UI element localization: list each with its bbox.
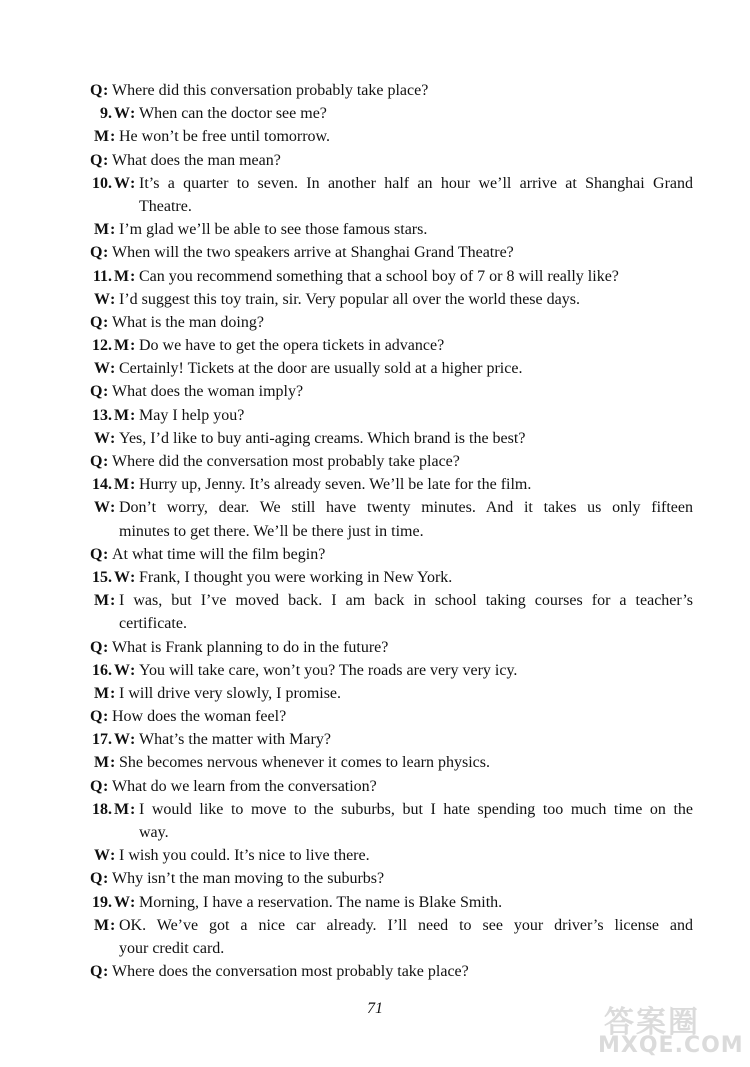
speaker-label: Q — [90, 708, 103, 726]
dialogue-line — [0, 798, 750, 821]
dialogue-line — [0, 450, 750, 473]
speaker-colon: : — [103, 545, 109, 563]
dialogue-line — [0, 775, 750, 798]
dialogue-text: What does the man mean? — [112, 151, 281, 169]
dialogue-line — [0, 311, 750, 334]
dialogue-text: OK. We’ve got a nice car already. I’ll need to see your driver’s license and — [119, 916, 693, 934]
speaker-colon: : — [130, 337, 136, 355]
dialogue-text: What do we learn from the conversation? — [112, 777, 377, 795]
speaker-label: W — [94, 290, 110, 308]
speaker-colon: : — [110, 847, 116, 865]
speaker-colon: : — [110, 128, 116, 146]
speaker-label: M — [94, 684, 110, 702]
dialogue-text: Morning, I have a reservation. The name is Blake Smith. — [139, 893, 503, 911]
watermark-text-top: 答案圈 — [604, 1005, 700, 1040]
dialogue-text: certificate. — [119, 615, 187, 633]
dialogue-text: May I help you? — [139, 406, 245, 424]
speaker-label: W — [94, 360, 110, 378]
speaker-label: W — [114, 174, 130, 192]
speaker-label: W — [94, 429, 110, 447]
speaker-label: Q — [90, 453, 103, 470]
dialogue-text: I will drive very slowly, I promise. — [119, 684, 342, 702]
dialogue-text: I was, but I’ve moved back. I am back in school taking courses for a teacher’s — [119, 592, 693, 610]
speaker-colon: : — [103, 313, 109, 331]
dialogue-line — [0, 659, 750, 682]
dialogue-line — [0, 566, 750, 589]
speaker-label: Q — [90, 82, 103, 99]
dialogue-text: Yes, I’d like to buy anti-aging creams. Which brand is the best? — [119, 429, 526, 447]
speaker-colon: : — [130, 661, 136, 679]
dialogue-text: your credit card. — [119, 939, 225, 957]
speaker-colon: : — [110, 360, 116, 378]
speaker-colon: : — [110, 684, 116, 702]
item-number: 9. — [100, 105, 112, 123]
dialogue-line — [0, 705, 750, 728]
speaker-colon: : — [130, 800, 136, 818]
speaker-label: M — [94, 754, 110, 772]
dialogue-line — [0, 844, 750, 867]
speaker-label: W — [114, 661, 130, 679]
speaker-colon: : — [110, 290, 116, 308]
speaker-colon: : — [103, 638, 109, 656]
dialogue-line — [0, 357, 750, 380]
speaker-label: Q — [90, 244, 103, 262]
dialogue-line — [0, 218, 750, 241]
speaker-colon: : — [130, 406, 136, 424]
speaker-colon: : — [103, 383, 109, 401]
dialogue-text: How does the woman feel? — [112, 708, 287, 726]
dialogue-text: What is the man doing? — [112, 313, 264, 331]
speaker-label: W — [114, 105, 130, 123]
item-number: 14. — [92, 476, 112, 494]
dialogue-text: Certainly! Tickets at the door are usually sold at a higher price. — [119, 360, 523, 378]
speaker-label: W — [94, 499, 110, 517]
speaker-label: Q — [90, 383, 103, 401]
speaker-colon: : — [110, 916, 116, 934]
speaker-label: Q — [90, 870, 103, 888]
speaker-label: W — [94, 847, 110, 865]
speaker-label: M — [114, 800, 130, 818]
speaker-label: M — [114, 267, 130, 285]
dialogue-line — [0, 427, 750, 450]
dialogue-line — [0, 473, 750, 496]
speaker-label: Q — [90, 963, 103, 981]
item-number: 15. — [92, 568, 112, 586]
speaker-label: Q — [90, 313, 103, 331]
speaker-label: W — [114, 731, 130, 749]
dialogue-text: I’d suggest this toy train, sir. Very popular all over the world these days. — [119, 290, 580, 308]
dialogue-text: What’s the matter with Mary? — [139, 731, 331, 749]
speaker-colon: : — [130, 174, 136, 192]
dialogue-text: I would like to move to the suburbs, but I hate spending too much time on the — [139, 800, 693, 818]
item-number: 17. — [92, 731, 112, 749]
item-number: 16. — [92, 661, 112, 679]
dialogue-line — [0, 195, 750, 218]
dialogue-line — [0, 751, 750, 774]
speaker-colon: : — [130, 731, 136, 749]
item-number: 10. — [92, 174, 112, 192]
dialogue-line — [0, 102, 750, 125]
item-number: 19. — [92, 893, 112, 911]
item-number: 13. — [92, 406, 112, 424]
dialogue-text: When will the two speakers arrive at Shanghai Grand Theatre? — [112, 244, 514, 262]
dialogue-text: It’s a quarter to seven. In another half an hour we’ll arrive at Shanghai Grand — [139, 174, 693, 192]
speaker-colon: : — [103, 151, 109, 169]
dialogue-text: She becomes nervous whenever it comes to learn physics. — [119, 754, 491, 772]
dialogue-line — [0, 728, 750, 751]
speaker-colon: : — [103, 244, 109, 262]
dialogue-line — [0, 891, 750, 914]
speaker-colon: : — [130, 476, 136, 494]
dialogue-line — [0, 125, 750, 148]
speaker-colon: : — [130, 568, 136, 586]
dialogue-line — [0, 265, 750, 288]
dialogue-line — [0, 867, 750, 890]
dialogue-text: I’m glad we’ll be able to see those famous stars. — [119, 221, 428, 239]
item-number: 18. — [92, 800, 112, 818]
dialogue-text: Don’t worry, dear. We still have twenty minutes. And it takes us only fifteen — [119, 499, 693, 517]
speaker-label: M — [94, 592, 110, 610]
dialogue-line — [0, 79, 750, 102]
speaker-label: M — [94, 128, 110, 146]
speaker-colon: : — [130, 267, 136, 285]
dialogue-line — [0, 960, 750, 983]
speaker-colon: : — [110, 754, 116, 772]
dialogue-text: Hurry up, Jenny. It’s already seven. We’ll be late for the film. — [139, 476, 532, 494]
speaker-label: W — [114, 893, 130, 911]
speaker-colon: : — [110, 499, 116, 517]
speaker-label: M — [114, 406, 130, 424]
dialogue-text: Theatre. — [139, 197, 192, 215]
dialogue-text: Where did this conversation probably take place? — [112, 82, 429, 99]
dialogue-line — [0, 380, 750, 403]
item-number: 11. — [92, 267, 112, 285]
speaker-colon: : — [130, 893, 136, 911]
speaker-colon: : — [110, 221, 116, 239]
dialogue-line — [0, 612, 750, 635]
dialogue-line — [0, 682, 750, 705]
dialogue-line — [0, 543, 750, 566]
dialogue-text: way. — [139, 824, 169, 841]
speaker-label: Q — [90, 545, 103, 563]
dialogue-line — [0, 404, 750, 427]
dialogue-text: At what time will the film begin? — [112, 545, 326, 563]
speaker-label: M — [94, 221, 110, 239]
dialogue-text: Frank, I thought you were working in New York. — [139, 568, 453, 586]
speaker-colon: : — [103, 708, 109, 726]
speaker-label: Q — [90, 777, 103, 795]
dialogue-line — [0, 520, 750, 543]
speaker-label: W — [114, 568, 130, 586]
speaker-colon: : — [103, 963, 109, 981]
dialogue-text: What does the woman imply? — [112, 383, 304, 401]
speaker-label: Q — [90, 151, 103, 169]
dialogue-line — [0, 288, 750, 311]
speaker-colon: : — [103, 870, 109, 888]
dialogue-text: Do we have to get the opera tickets in advance? — [139, 337, 445, 355]
dialogue-line — [0, 241, 750, 264]
dialogue-line — [0, 914, 750, 937]
page-number: 71 — [367, 1000, 383, 1017]
dialogue-text: I wish you could. It’s nice to live there. — [119, 847, 370, 865]
dialogue-line — [0, 937, 750, 960]
dialogue-line — [0, 334, 750, 357]
speaker-colon: : — [130, 105, 136, 123]
speaker-label: M — [114, 476, 130, 494]
dialogue-text: When can the doctor see me? — [139, 105, 327, 123]
speaker-colon: : — [103, 777, 109, 795]
dialogue-text: Where did the conversation most probably take place? — [112, 453, 460, 470]
dialogue-line — [0, 496, 750, 519]
dialogue-line — [0, 636, 750, 659]
speaker-colon: : — [110, 429, 116, 447]
dialogue-line — [0, 821, 750, 844]
dialogue-text: You will take care, won’t you? The roads are very very icy. — [139, 661, 518, 679]
dialogue-list — [0, 79, 750, 983]
dialogue-text: Why isn’t the man moving to the suburbs? — [112, 870, 385, 888]
dialogue-text: What is Frank planning to do in the future? — [112, 638, 389, 656]
watermark-text-bottom: MXQE.COM — [598, 1033, 744, 1058]
dialogue-text: He won’t be free until tomorrow. — [119, 128, 331, 146]
speaker-label: Q — [90, 638, 103, 656]
dialogue-text: Where does the conversation most probably take place? — [112, 963, 469, 981]
dialogue-line — [0, 149, 750, 172]
dialogue-text: Can you recommend something that a school boy of 7 or 8 will really like? — [139, 267, 619, 285]
speaker-label: M — [94, 916, 110, 934]
dialogue-line — [0, 589, 750, 612]
watermark-logo — [594, 993, 744, 1063]
speaker-colon: : — [103, 82, 109, 99]
speaker-label: M — [114, 337, 130, 355]
speaker-colon: : — [103, 453, 109, 470]
dialogue-line — [0, 172, 750, 195]
item-number: 12. — [92, 337, 112, 355]
dialogue-text: minutes to get there. We’ll be there just in time. — [119, 522, 424, 540]
speaker-colon: : — [110, 592, 116, 610]
